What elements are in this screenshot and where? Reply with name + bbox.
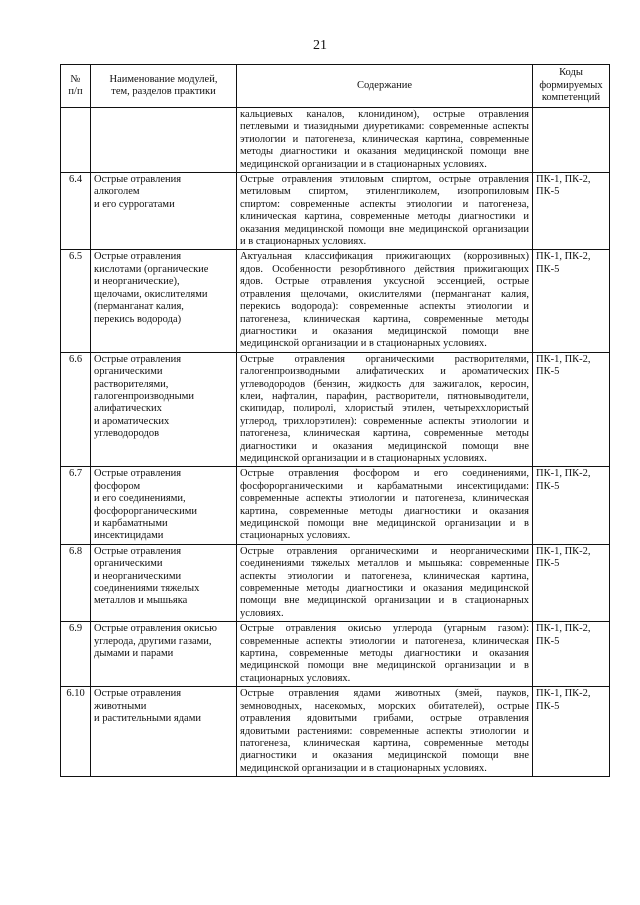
content-line: современные аспекты этиологии и патогенеза, клиническая xyxy=(240,635,529,647)
topic-name-line: органическими xyxy=(94,558,163,570)
row-content xyxy=(237,250,533,352)
topic-name-line: фосфором xyxy=(94,480,141,492)
row-number: 6.5 xyxy=(61,250,91,352)
competency-code-line: ПК-5 xyxy=(536,635,560,647)
topic-name-line: щелочами, окислителями xyxy=(94,288,208,300)
topic-name-line: растворителями, xyxy=(94,378,169,390)
table-row xyxy=(61,352,610,467)
content-line: картина, современные методы диагностики и оказания xyxy=(240,648,529,660)
row-content xyxy=(237,173,533,250)
content-line: метиловым спиртом, этиленгликолем, изопропиловым xyxy=(240,186,529,198)
competency-code-line: ПК-1, ПК-2, xyxy=(536,545,591,557)
content-line: петлевыми и тиазидными диуретиками: современные аспекты xyxy=(240,121,529,133)
content-line: Острые отравления этиловым спиртом, острые отравления xyxy=(240,174,529,186)
row-competency-codes xyxy=(533,622,610,687)
topic-name-line: Острые отравления xyxy=(94,353,182,365)
content-line: патогенеза, клиническая картина, современные методы xyxy=(240,313,529,325)
topic-name-line: Острые отравления xyxy=(94,251,182,263)
content-line: медицинской помощи вне медицинской организации и в xyxy=(240,660,529,672)
header-codes-line: компетенций xyxy=(541,92,601,104)
row-number: 6.9 xyxy=(61,622,91,687)
content-line: клиническая картина, современные методы диагностики и xyxy=(240,211,529,223)
header-content: Содержание xyxy=(237,65,533,108)
header-num-line: № xyxy=(70,73,81,85)
topic-name-line: и его соединениями, xyxy=(94,493,186,505)
content-line: Острые отравления окисью углерода (угарным газом): xyxy=(240,623,529,635)
header-num xyxy=(61,65,91,108)
header-codes xyxy=(533,65,610,108)
content-line: Острые отравления органическими и неорганическими xyxy=(240,545,529,557)
content-line: современные методы диагностики и оказания медицинской xyxy=(240,583,529,595)
content-line: медицинской организации и в стационарных условиях. xyxy=(240,338,487,350)
row-content xyxy=(237,544,533,621)
row-topic-name xyxy=(91,622,237,687)
content-line: ядов. Острые отравления уксусной эссенцией, острые xyxy=(240,276,529,288)
competency-code-line: ПК-5 xyxy=(536,480,560,492)
content-line: фосфорорганическими и карбаматными инсектицидами: xyxy=(240,480,529,492)
content-line: ядов. Особенности резорбтивного действия прижигающих xyxy=(240,263,529,275)
header-name-line: Наименование модулей, xyxy=(109,73,218,85)
content-line: картина, современные методы диагностики и оказания xyxy=(240,505,529,517)
table-row xyxy=(61,108,610,173)
content-line: скипидар, полиролi, хлористый этилен, четыреххлористый xyxy=(240,403,529,415)
curriculum-table xyxy=(60,64,610,777)
content-line: диагностики и оказания медицинской помощи вне xyxy=(240,440,529,452)
content-line: Острые отравления фосфором и его соединениями, xyxy=(240,468,529,480)
competency-code-line: ПК-1, ПК-2, xyxy=(536,251,591,263)
topic-name-line: алкоголем xyxy=(94,186,140,198)
topic-name-line: углерода, другими газами, xyxy=(94,635,212,647)
content-line: стационарных условиях. xyxy=(240,672,351,684)
topic-name-line: перекись водорода) xyxy=(94,313,182,325)
row-topic-name xyxy=(91,173,237,250)
row-competency-codes xyxy=(533,173,610,250)
row-number: 6.6 xyxy=(61,352,91,467)
content-line: диагностики и оказания медицинской помощи вне xyxy=(240,325,529,337)
content-line: соединениями тяжелых металлов и мышьяка: современные xyxy=(240,558,529,570)
row-topic-name xyxy=(91,687,237,777)
content-line: спиртом: современные аспекты этиологии и патогенеза, xyxy=(240,198,529,210)
content-line: патогенеза, клиническая картина, современные методы xyxy=(240,428,529,440)
content-line: этиологии и патогенеза, клиническая картина, современные xyxy=(240,133,529,145)
topic-name-line: кислотами (органические xyxy=(94,263,209,275)
content-line: земноводных, насекомых, морских обитателей), острые xyxy=(240,700,529,712)
topic-name-line: металлов и мышьяка xyxy=(94,595,188,607)
content-line: отравления щелочами, окислителями (перманганат калия, xyxy=(240,288,529,300)
topic-name-line: органическими xyxy=(94,366,163,378)
competency-code-line: ПК-5 xyxy=(536,263,560,275)
row-number: 6.4 xyxy=(61,173,91,250)
content-line: медицинской помощи вне медицинской организации и в xyxy=(240,518,529,529)
topic-name-line: Острые отравления окисью xyxy=(94,623,217,635)
header-codes-line: формируемых xyxy=(539,79,603,91)
topic-name-line: галогенпроизводными xyxy=(94,390,194,402)
row-competency-codes xyxy=(533,108,610,173)
content-line: помощи вне медицинской организации и в стационарных xyxy=(240,595,529,607)
content-line: диагностики и оказания медицинской помощи вне xyxy=(240,750,529,762)
table-row xyxy=(61,250,610,352)
topic-name-line: фосфорорганическими xyxy=(94,505,197,517)
content-line: стационарных условиях. xyxy=(240,530,351,542)
row-topic-name xyxy=(91,467,237,544)
topic-name-line: (перманганат калия, xyxy=(94,301,184,313)
header-name xyxy=(91,65,237,108)
topic-name-line: и карбаматными xyxy=(94,518,168,529)
competency-code-line: ПК-5 xyxy=(536,366,560,378)
row-content xyxy=(237,352,533,467)
row-competency-codes xyxy=(533,687,610,777)
row-topic-name xyxy=(91,352,237,467)
competency-code-line: ПК-1, ПК-2, xyxy=(536,353,591,365)
content-line: патогенеза, клиническая картина, современные методы xyxy=(240,737,529,749)
topic-name-line: и растительными ядами xyxy=(94,713,201,725)
row-topic-name xyxy=(91,108,237,173)
content-line: аспекты этиологии и патогенеза, клиническая картина, xyxy=(240,570,529,582)
topic-name-line: и неорганическими xyxy=(94,570,182,582)
competency-code-line: ПК-5 xyxy=(536,700,560,712)
content-line: Острые отравления ядами животных (змей, пауков, xyxy=(240,688,529,700)
content-line: и в стационарных условиях. xyxy=(240,236,367,248)
row-competency-codes xyxy=(533,250,610,352)
table-row xyxy=(61,467,610,544)
competency-code-line: ПК-5 xyxy=(536,558,560,570)
row-content xyxy=(237,108,533,173)
content-line: оказания медицинской помощи вне медицинской организации xyxy=(240,223,529,235)
content-line: перекись водорода): современные аспекты этиологии и xyxy=(240,301,529,313)
row-competency-codes xyxy=(533,352,610,467)
content-line: современные аспекты этиологии и патогенеза, клиническая xyxy=(240,493,529,505)
topic-name-line: Острые отравления xyxy=(94,468,182,480)
row-topic-name xyxy=(91,250,237,352)
competency-code-line: ПК-1, ПК-2, xyxy=(536,688,591,700)
row-number: 6.8 xyxy=(61,544,91,621)
row-topic-name xyxy=(91,544,237,621)
topic-name-line: углеводородов xyxy=(94,428,160,440)
topic-name-line: дымами и парами xyxy=(94,648,174,660)
row-content xyxy=(237,467,533,544)
row-number: 6.10 xyxy=(61,687,91,777)
content-line: медицинской организации и в стационарных условиях. xyxy=(240,762,487,774)
topic-name-line: Острые отравления xyxy=(94,688,182,700)
content-line: отравления ядовитыми грибами, острые отравления xyxy=(240,713,529,725)
content-line: кальциевых каналов, клонидином), острые отравления xyxy=(240,109,529,120)
content-line: условиях. xyxy=(240,607,284,619)
row-number xyxy=(61,108,91,173)
content-line: углерод, трихлорэтилен): современные аспекты этиологии и xyxy=(240,415,529,427)
topic-name-line: Острые отравления xyxy=(94,174,182,186)
header-name-line: тем, разделов практики xyxy=(111,86,216,97)
content-line: Актуальная классификация прижигающих (коррозивных) xyxy=(240,251,529,263)
header-num-line: п/п xyxy=(68,86,83,97)
content-line: ядовитыми растениями: современные аспекты этиологии и xyxy=(240,725,529,737)
topic-name-line: и его суррогатами xyxy=(94,198,175,210)
topic-name-line: инсектицидами xyxy=(94,530,164,542)
competency-code-line: ПК-1, ПК-2, xyxy=(536,174,591,186)
content-line: медицинской организации и в стационарных условиях. xyxy=(240,452,487,464)
header-codes-line: Коды xyxy=(559,67,583,79)
row-number: 6.7 xyxy=(61,467,91,544)
row-content xyxy=(237,622,533,687)
table-header-row xyxy=(61,65,610,108)
competency-code-line: ПК-1, ПК-2, xyxy=(536,623,591,635)
topic-name-line: алифатических xyxy=(94,403,162,415)
topic-name-line: животными xyxy=(94,700,147,712)
row-content xyxy=(237,687,533,777)
table-row xyxy=(61,687,610,777)
content-line: клеи, нафталин, парафин, растворители, пятновыводители, xyxy=(240,390,529,402)
topic-name-line: и ароматических xyxy=(94,415,170,427)
table-row xyxy=(61,173,610,250)
content-line: Острые отравления органическими растворителями, xyxy=(240,353,529,365)
topic-name-line: и неорганические), xyxy=(94,276,180,288)
topic-name-line: Острые отравления xyxy=(94,545,182,557)
row-competency-codes xyxy=(533,467,610,544)
content-line: галогенпроизводными алифатических и ароматических xyxy=(240,366,529,378)
competency-code-line: ПК-5 xyxy=(536,186,560,198)
table-row xyxy=(61,544,610,621)
content-line: углеводородов (бензин, жидкость для зажигалок, керосин, xyxy=(240,378,529,390)
content-line: медицинской организации и в стационарных условиях. xyxy=(240,158,487,170)
row-competency-codes xyxy=(533,544,610,621)
table-row xyxy=(61,622,610,687)
topic-name-line: соединениями тяжелых xyxy=(94,583,200,595)
page-number: 21 xyxy=(313,38,327,53)
content-line: методы диагностики и оказания медицинской помощи вне xyxy=(240,146,529,158)
competency-code-line: ПК-1, ПК-2, xyxy=(536,468,591,480)
